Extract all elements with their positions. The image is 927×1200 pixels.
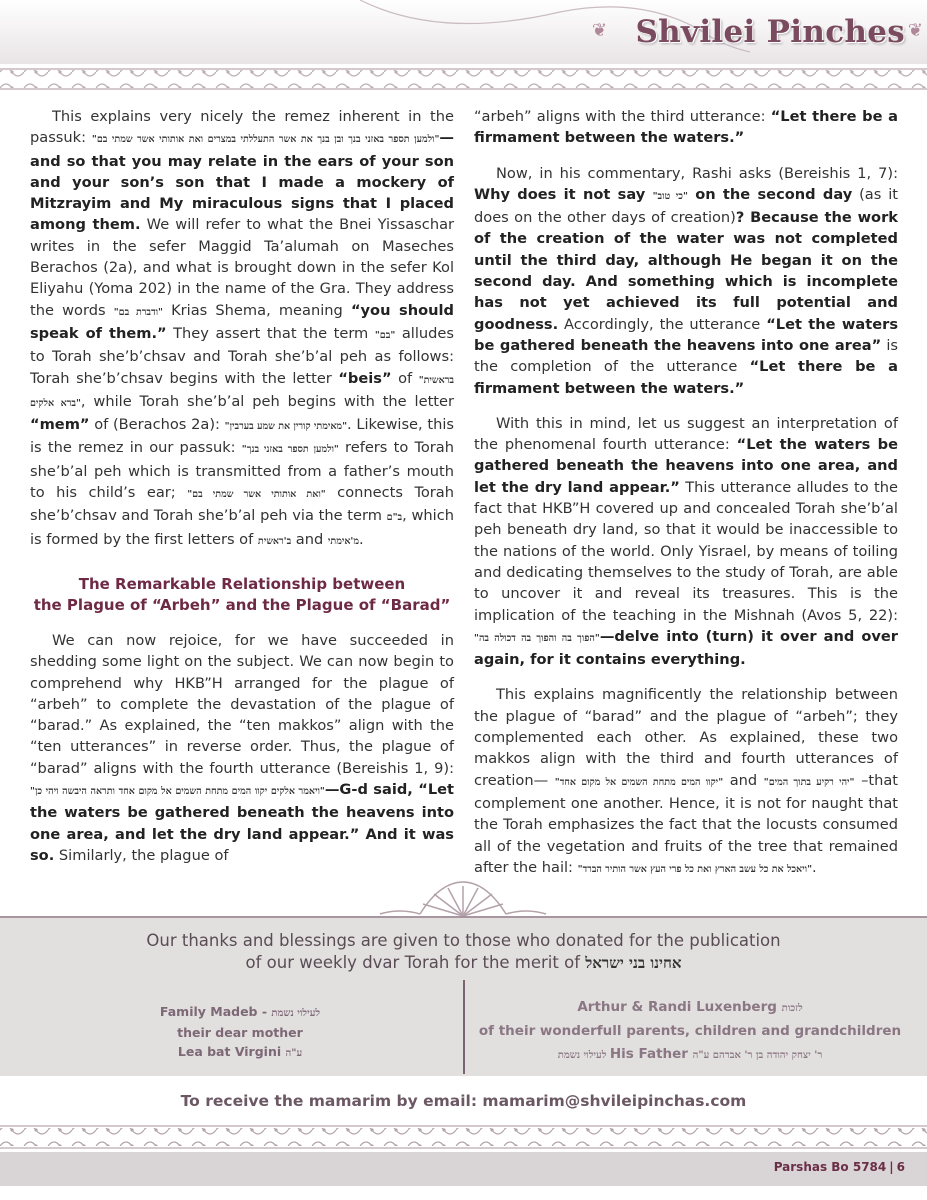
footer-page-info: Parshas Bo 5784 | 6 (773, 1160, 905, 1174)
divider (463, 980, 465, 1074)
paragraph: We can now rejoice, for we have succeeded in shedding some light on the subject. We can now begin to comprehend why HKB”H arranged for the plague of “arbeh” to complete the devastation of the plague of “barad.” As explained, the “ten makkos” align with the “ten utterances” in reverse order. Thus, the plague of “barad” aligns with the fourth utterance (Bereishis 1, 9): "ויאמר אלקים יקוו המים מתחת השמים אל מקום אחד ותראה היבשה ויהי כן"—G-d said, “Let the waters be gathered beneath the heavens into one area, and let the dry land appear.” And it was so. Similarly, the plague of (30, 631, 454, 864)
flourish-right-icon: ❦ (907, 20, 923, 41)
section-heading: The Remarkable Relationship between the Plague of “Arbeh” and the Plague of “Barad” (33, 574, 451, 614)
paragraph: This explains very nicely the remez inherent in the passuk: "ולמען תספר באזני בנך ובן בנך את אשר התעללתי במצרים ואת אותותי אשר שמתי בם"—and so that you may relate in the ears of your son and your son’s son that I made a mockery of Mitzrayim and My miraculous signs that I placed among them. We will refer to what the Bnei Yissaschar writes in the sefer Maggid Ta’alumah on Maseches Berachos (2a), and what is brought down in the sefer Kol Eliyahu (Yoma 202) in the name of the Gra. They address the words "ודברת בם" Krias Shema, meaning “you should speak of them.” They assert that the term "בם" alludes to Torah she’b’chsav and Torah she’b’al peh as follows: Torah she’b’chsav begins with the letter “beis” of "בראשית ברא אלקים", while Torah she’b’al peh begins with the letter “mem” of (Berachos 2a): "מאימתי קורין את שמע בערבין". Likewise, this is the remez in our passuk: "ולמען תספר באזני בנך" refers to Torah she’b’al peh which is transmitted from a father’s mouth to his child’s ear; "ואת אותותי אשר שמתי בם" connects Torah she’b’chsav and Torah she’b’al peh via the term ב"ם, which is formed by the first letters of ב'ראשית and מ'אימתי. (30, 108, 455, 548)
brand-title: Shvilei Pinches (635, 14, 905, 50)
paragraph: With this in mind, let us suggest an interpretation of the phenomenal fourth utterance: “Let the waters be gathered beneath the heavens into one area, and let the dry land appear.” This utterance alludes to the fact that HKB”H covered up and concealed Torah she’b’al peh beneath dry land, so that it would be inaccessible to the nations of the world. Only Yisrael, by means of toiling and dedicating themselves to the study of Torah, are able to uncover it and reveal its treasures. This is the implication of the teaching in the Mishnah (Avos 5, 22): "הפוך בה והפוך בה דכולה בה"—delve into (turn) it over and over again, for it contains everything. (474, 414, 899, 669)
donation-title: Our thanks and blessings are given to those who donated for the publication of our weekly dvar Torah for the merit of אחינו בני ישראל (146, 931, 781, 972)
paragraph: Now, in his commentary, Rashi asks (Bereishis 1, 7): Why does it not say "כי טוב" on the second day (as it does on the other days of creation)? Because the work of the creation of the water was not completed until the third day, although He began it on the second day. And something which is incomplete has not yet achieved its full potential and goodness. Accordingly, the utterance “Let the waters be gathered beneath the heavens into one area” is the completion of the utterance “Let there be a firmament between the waters.” (474, 164, 899, 397)
flourish-left-icon: ❦ (591, 20, 607, 41)
donor-left: Family Madeb - לעילוי נשמת their dear mother Lea bat Virgini ע"ה (159, 1004, 321, 1059)
right-column (474, 106, 898, 894)
donor-right: Arthur & Randi Luxenberg לזכות of their wonderfull parents, children and grandchildren לעילוי נשמת His Father ר' יצחק יהודה בן ר' אברהם ע"ה (478, 999, 902, 1062)
footer-bar (0, 1152, 927, 1186)
donation-box (0, 918, 927, 1076)
fan-ornament-icon (0, 878, 927, 918)
paragraph: “arbeh” aligns with the third utterance: “Let there be a firmament between the waters.” (474, 108, 898, 147)
email-line: To receive the mamarim by email: mamarim@shvileipinchas.com (180, 1092, 747, 1110)
bottom-band (0, 1122, 927, 1152)
paragraph: This explains magnificently the relationship between the plague of “barad” and the plague of “arbeh”; they complemented each other. As explained, these two makkos align with the third and fourth utterances of creation— "יקוו המים מתחת השמים אל מקום אחד" and "יהי רקיע בתוך המים" –that complement one another. Hence, it is not for naught that the Torah emphasizes the fact that the locusts consumed all of the vegetation and fruits of the tree that remained after the hail: "ויאכל את כל עשב הארץ ואת כל פרי העץ אשר הותיר הברד". (474, 686, 899, 876)
left-column (30, 106, 454, 880)
